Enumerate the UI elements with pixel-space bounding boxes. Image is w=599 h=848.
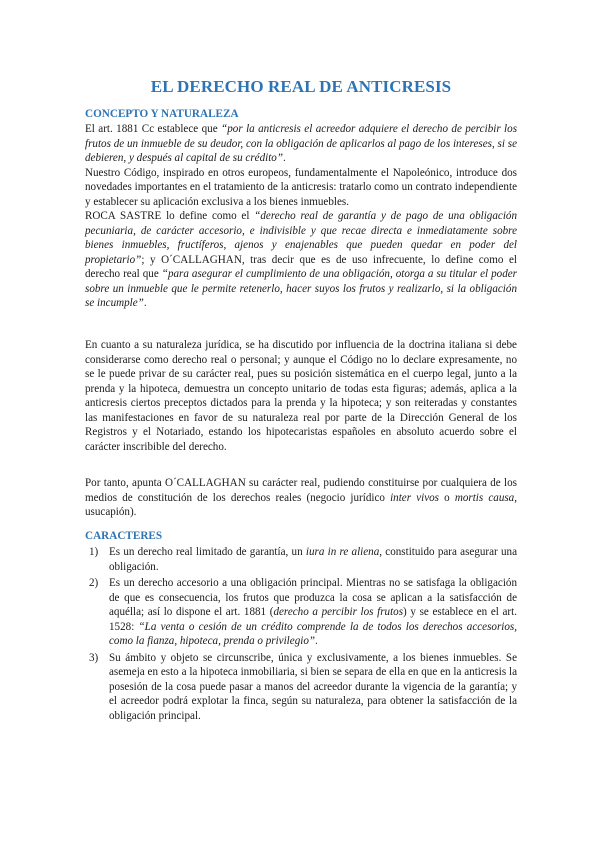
text-run: . bbox=[315, 635, 318, 647]
paragraph-codigo: Nuestro Código, inspirado en otros europeos, fundamentalmente el Napoleónico, introduce dos novedades importantes en el tratamiento de la anticresis: tratarlo como un contrato independiente y establecer su aplicación exclusiva a los bienes inmuebles. bbox=[85, 166, 517, 208]
caracteres-list bbox=[85, 545, 517, 725]
section-heading-caracteres: CARACTERES bbox=[85, 530, 163, 542]
quote-art-1528: “La venta o cesión de un crédito comprende la de todos los derechos accesorios, como la fianza, hipoteca, prenda o privilegio” bbox=[109, 620, 517, 647]
list-item bbox=[89, 545, 517, 574]
section-heading-concepto: CONCEPTO Y NATURALEZA bbox=[85, 108, 239, 120]
text-run: ; y O´CALLAGHAN, tras decir que es de uso infrecuente, lo define como el derecho real que bbox=[85, 253, 517, 280]
paragraph-art-1881 bbox=[85, 122, 517, 166]
list-number: 2) bbox=[89, 577, 99, 589]
italic-derecho-frutos: derecho a percibir los frutos bbox=[273, 606, 404, 618]
italic-mortis-causa: mortis causa bbox=[454, 491, 515, 504]
italic-iura-in-re-aliena: iura in re aliena bbox=[305, 546, 380, 558]
document-title: EL DERECHO REAL DE ANTICRESIS bbox=[150, 77, 452, 96]
section-concepto-body bbox=[85, 122, 517, 311]
list-number: 3) bbox=[89, 651, 99, 664]
text-run: ) y se establece en el art. 1528: bbox=[109, 606, 517, 633]
list-item bbox=[89, 651, 517, 724]
italic-inter-vivos: inter vivos bbox=[390, 491, 439, 504]
paragraph-naturaleza: En cuanto a su naturaleza jurídica, se ha discutido por influencia de la doctrina italiana si debe considerarse como derecho real o personal; y aunque el Código no lo declare expresamente, no se le puede privar de su carácter real, pues su posición sistemática en el cuerpo legal, junto a la prenda y la hipoteca, demuestra un concepto unitario de todas esta figuras; además, aplica a la anticresis ciertos preceptos dictados para la prenda y la hipoteca; y son reiteradas y constantes las manifestaciones en favor de su naturaleza real por parte de la Dirección General de los Registros y el Notariado, estando los hipotecaristas españoles en absoluto acuerdo sobre el carácter inscribible del derecho. bbox=[85, 339, 517, 453]
paragraph-roca-sastre bbox=[85, 209, 517, 311]
paragraph-por-tanto bbox=[85, 476, 517, 520]
text-run: Es un derecho real limitado de garantía, un bbox=[109, 546, 306, 558]
list-number: 1) bbox=[89, 546, 99, 558]
text-run: , constituido para asegurar una obligación. bbox=[109, 546, 517, 573]
text-run: Por tanto, apunta O´CALLAGHAN su carácter real, pudiendo constituirse por cualquiera de los medios de constitución de los derechos reales (negocio jurídico bbox=[85, 477, 517, 504]
text-run: ROCA SASTRE lo define como el bbox=[85, 210, 255, 222]
text-run: o bbox=[439, 491, 455, 504]
quote-roca-sastre: “derecho real de garantía y de pago de una obligación pecuniaria, de carácter accesorio, e indivisible y que recae directa e inmediatamente sobre bienes inmuebles, fructíferos, ajenos y enajenables que pueden quedar en poder del propietario” bbox=[85, 210, 517, 266]
quote-ocallaghan: “para asegurar el cumplimiento de una obligación, otorga a su titular el poder sobre un inmueble que le permite retenerlo, hacer suyos los frutos y realizarlo, si la obligación se incumple” bbox=[85, 268, 517, 309]
quote-art-1881: “por la anticresis el acreedor adquiere el derecho de percibir los frutos de un inmueble de su deudor, con la obligación de aplicarlos al pago de los intereses, si se debieren, y después al capital de su crédito” bbox=[85, 123, 518, 164]
text-run: . bbox=[283, 152, 286, 164]
text-run: , usucapión). bbox=[85, 491, 518, 518]
text-run: Es un derecho accesorio a una obligación principal. Mientras no se satisfaga la obligación de que es consecuencia, los frutos que produzca la cosa se aplican a la satisfacción de aquélla; así lo dispone el art. 1881 ( bbox=[109, 577, 517, 618]
list-item bbox=[89, 576, 517, 649]
text-run: Su ámbito y objeto se circunscribe, única y exclusivamente, a los bienes inmuebles. Se asemeja en esto a la hipoteca inmobiliaria, si bien se separa de ella en que en la anticresis la posesión de la cosa puede pasar a manos del acreedor durante la vigencia de la garantía; y el acreedor podrá explotar la finca, según su naturaleza, para obtener la satisfacción de la obligación principal. bbox=[109, 651, 517, 722]
text-run: . bbox=[143, 297, 147, 309]
text-run: El art. 1881 Cc establece que bbox=[85, 123, 222, 135]
